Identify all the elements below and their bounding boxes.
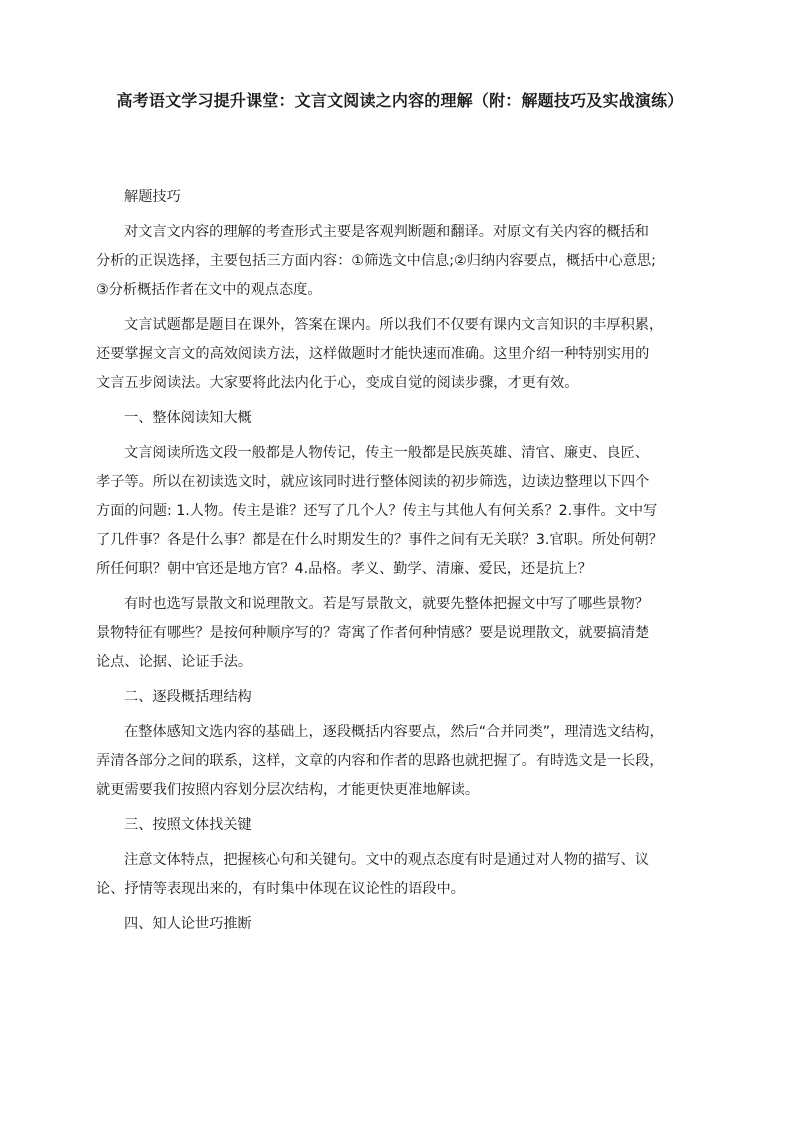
paragraph-3-line-2: 孝子等。所以在初读选文时，就应该同时进行整体阅读的初步筛选，边读边整理以下四个 [96, 474, 650, 490]
heading-4: 四、知人论世巧推断 [124, 916, 252, 932]
paragraph-1-line-2: 分析的正误选择，主要包括三方面内容：①筛选文中信息;②归纳内容要点，概括中心意思; [96, 253, 656, 269]
paragraph-2-line-3: 文言五步阅读法。大家要将此法内化于心，变成自觉的阅读步骤，才更有效。 [96, 375, 579, 391]
paragraph-3 [96, 439, 716, 584]
paragraph-6-line-1: 注意文体特点，把握核心句和关键句。文中的观点态度有时是通过对人物的描写、议 [124, 852, 649, 868]
paragraph-5 [96, 718, 716, 805]
paragraph-4-line-1: 有时也选写景散文和说理散文。若是写景散文，就要先整体把握文中写了哪些景物？ [124, 596, 649, 612]
heading-2: 二、逐段概括理结构 [124, 689, 252, 705]
section-title: 解题技巧 [124, 189, 181, 205]
document-body [96, 183, 716, 945]
document-title: 高考语文学习提升课堂：文言文阅读之内容的理解（附：解题技巧及实战演练） [116, 91, 684, 110]
paragraph-1-line-3: ③分析概括作者在文中的观点态度。 [96, 282, 322, 298]
paragraph-1 [96, 218, 716, 305]
paragraph-1-line-1: 对文言文内容的理解的考查形式主要是客观判断题和翻译。对原文有关内容的概括和 [124, 224, 649, 240]
paragraph-3-line-4: 了几件事？各是什么事？都是在什么时期发生的？事件之间有无关联？3.官职。所处何朝？ [96, 532, 663, 548]
paragraph-5-line-3: 就更需要我们按照内容划分层次结构，才能更快更准地解读。 [96, 782, 480, 798]
paragraph-5-line-2: 弄清各部分之间的联系，这样，文章的内容和作者的思路也就把握了。有時选文是一长段， [96, 753, 664, 769]
paragraph-4 [96, 590, 716, 677]
paragraph-2-line-1: 文言试题都是题目在课外，答案在课内。所以我们不仅要有课内文言知识的丰厚积累， [124, 317, 664, 333]
paragraph-2 [96, 311, 716, 398]
heading-3: 三、按照文体找关键 [124, 817, 252, 833]
paragraph-6 [96, 846, 716, 904]
paragraph-2-line-2: 还要掌握文言文的高效阅读方法，这样做题时才能快速而准确。这里介绍一种特别实用的 [96, 346, 650, 362]
paragraph-5-line-1: 在整体感知文选内容的基础上，逐段概括内容要点，然后“合并同类”，理清选文结构， [124, 724, 664, 740]
paragraph-3-line-1: 文言阅读所选文段一般都是人物传记，传主一般都是民族英雄、清官、廉吏、良匠、 [124, 445, 649, 461]
paragraph-3-line-3: 方面的问题: 1.人物。传主是谁？还写了几个人？传主与其他人有何关系？2.事件。文中写 [96, 503, 658, 519]
paragraph-6-line-2: 论、抒情等表现出来的，有时集中体现在议论性的语段中。 [96, 881, 465, 897]
paragraph-4-line-2: 景物特征有哪些？是按何种顺序写的？寄寓了作者何种情感？要是说理散文，就要搞清楚 [96, 625, 650, 641]
paragraph-3-line-5: 所任何职？朝中官还是地方官？4.品格。孝义、勤学、清廉、爱民，还是抗上？ [96, 561, 592, 577]
paragraph-4-line-3: 论点、论据、论证手法。 [96, 654, 253, 670]
heading-1: 一、整体阅读知大概 [124, 410, 252, 426]
